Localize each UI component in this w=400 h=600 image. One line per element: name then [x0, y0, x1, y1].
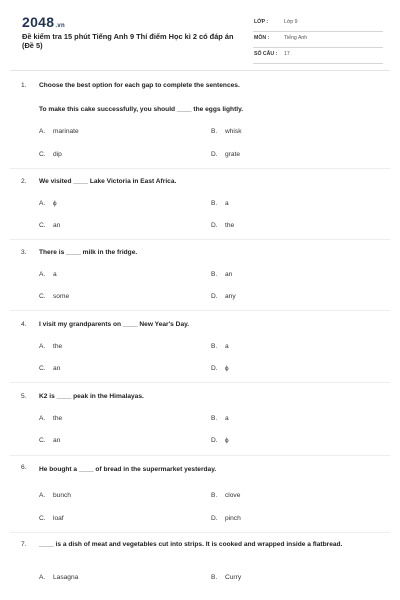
question-text: There is ____ milk in the fridge.	[39, 249, 138, 256]
question-number: 1.	[21, 82, 27, 89]
logo-main: 2048	[22, 14, 55, 30]
question-divider	[10, 455, 390, 456]
meta-row-subject	[253, 32, 383, 48]
class-label: LỚP :	[254, 19, 269, 25]
subject-label: MÔN :	[254, 35, 270, 41]
page-header	[0, 0, 400, 66]
option-a[interactable]: A. marinate	[39, 128, 79, 135]
question-number: 5.	[21, 393, 27, 400]
page-title: Đề kiểm tra 15 phút Tiếng Anh 9 Thí điểm Học kì 2 có đáp án (Đề 5)	[22, 32, 234, 50]
option-d[interactable]: D. pinch	[211, 515, 241, 522]
option-b[interactable]: B. clove	[211, 492, 241, 499]
option-b[interactable]: B. whisk	[211, 128, 242, 135]
option-d[interactable]: D. ɸ	[211, 365, 229, 372]
option-b[interactable]: B. Curry	[211, 574, 242, 581]
option-a[interactable]: A. the	[39, 343, 63, 350]
option-d[interactable]: D. ɸ	[211, 437, 229, 444]
count-label: SỐ CÂU :	[254, 51, 278, 57]
question-divider	[10, 239, 390, 240]
option-d[interactable]: D. any	[211, 293, 236, 300]
question-number: 2.	[21, 178, 27, 185]
option-a[interactable]: A. ɸ	[39, 200, 57, 207]
question-divider	[10, 168, 390, 169]
question-text: K2 is ____ peak in the Himalayas.	[39, 393, 144, 400]
option-b[interactable]: B. a	[211, 200, 229, 207]
class-value: Lớp 9	[284, 19, 298, 25]
option-b[interactable]: B. an	[211, 271, 233, 278]
question-text: I visit my grandparents on ____ New Year's Day.	[39, 321, 190, 328]
option-c[interactable]: C. loaf	[39, 515, 64, 522]
option-b[interactable]: B. a	[211, 343, 229, 350]
option-b[interactable]: B. a	[211, 415, 229, 422]
logo-sub: .vn	[55, 23, 65, 29]
header-divider	[10, 70, 390, 71]
meta-row-count	[253, 48, 383, 64]
question-divider	[10, 532, 390, 533]
option-c[interactable]: C. some	[39, 293, 70, 300]
question-text: To make this cake successfully, you should ____ the eggs lightly.	[39, 106, 244, 113]
question-divider	[10, 310, 390, 311]
option-c[interactable]: C. an	[39, 365, 61, 372]
question-instruction: Choose the best option for each gap to complete the sentences.	[39, 82, 240, 89]
question-number: 4.	[21, 321, 27, 328]
question-divider	[10, 382, 390, 383]
option-c[interactable]: C. an	[39, 222, 61, 229]
count-value: 17	[284, 51, 290, 57]
option-c[interactable]: C. an	[39, 437, 61, 444]
meta-row-class	[253, 16, 383, 32]
question-number: 3.	[21, 249, 27, 256]
meta-panel	[253, 16, 383, 64]
question-number: 7.	[21, 541, 27, 548]
question-text: We visited ____ Lake Victoria in East Africa.	[39, 178, 177, 185]
option-a[interactable]: A. Lasagna	[39, 574, 79, 581]
question-text: ____ is a dish of meat and vegetables cut into strips. It is cooked and wrapped inside a flatbread.	[39, 541, 343, 548]
site-logo[interactable]	[22, 14, 65, 30]
option-d[interactable]: D. the	[211, 222, 235, 229]
question-number: 6.	[21, 464, 27, 471]
option-a[interactable]: A. bunch	[39, 492, 71, 499]
option-d[interactable]: D. grate	[211, 151, 241, 158]
question-text: He bought a ____ of bread in the supermarket yesterday.	[39, 466, 217, 473]
option-c[interactable]: C. dip	[39, 151, 62, 158]
subject-value: Tiếng Anh	[284, 35, 308, 41]
option-a[interactable]: A. a	[39, 271, 57, 278]
option-a[interactable]: A. the	[39, 415, 63, 422]
